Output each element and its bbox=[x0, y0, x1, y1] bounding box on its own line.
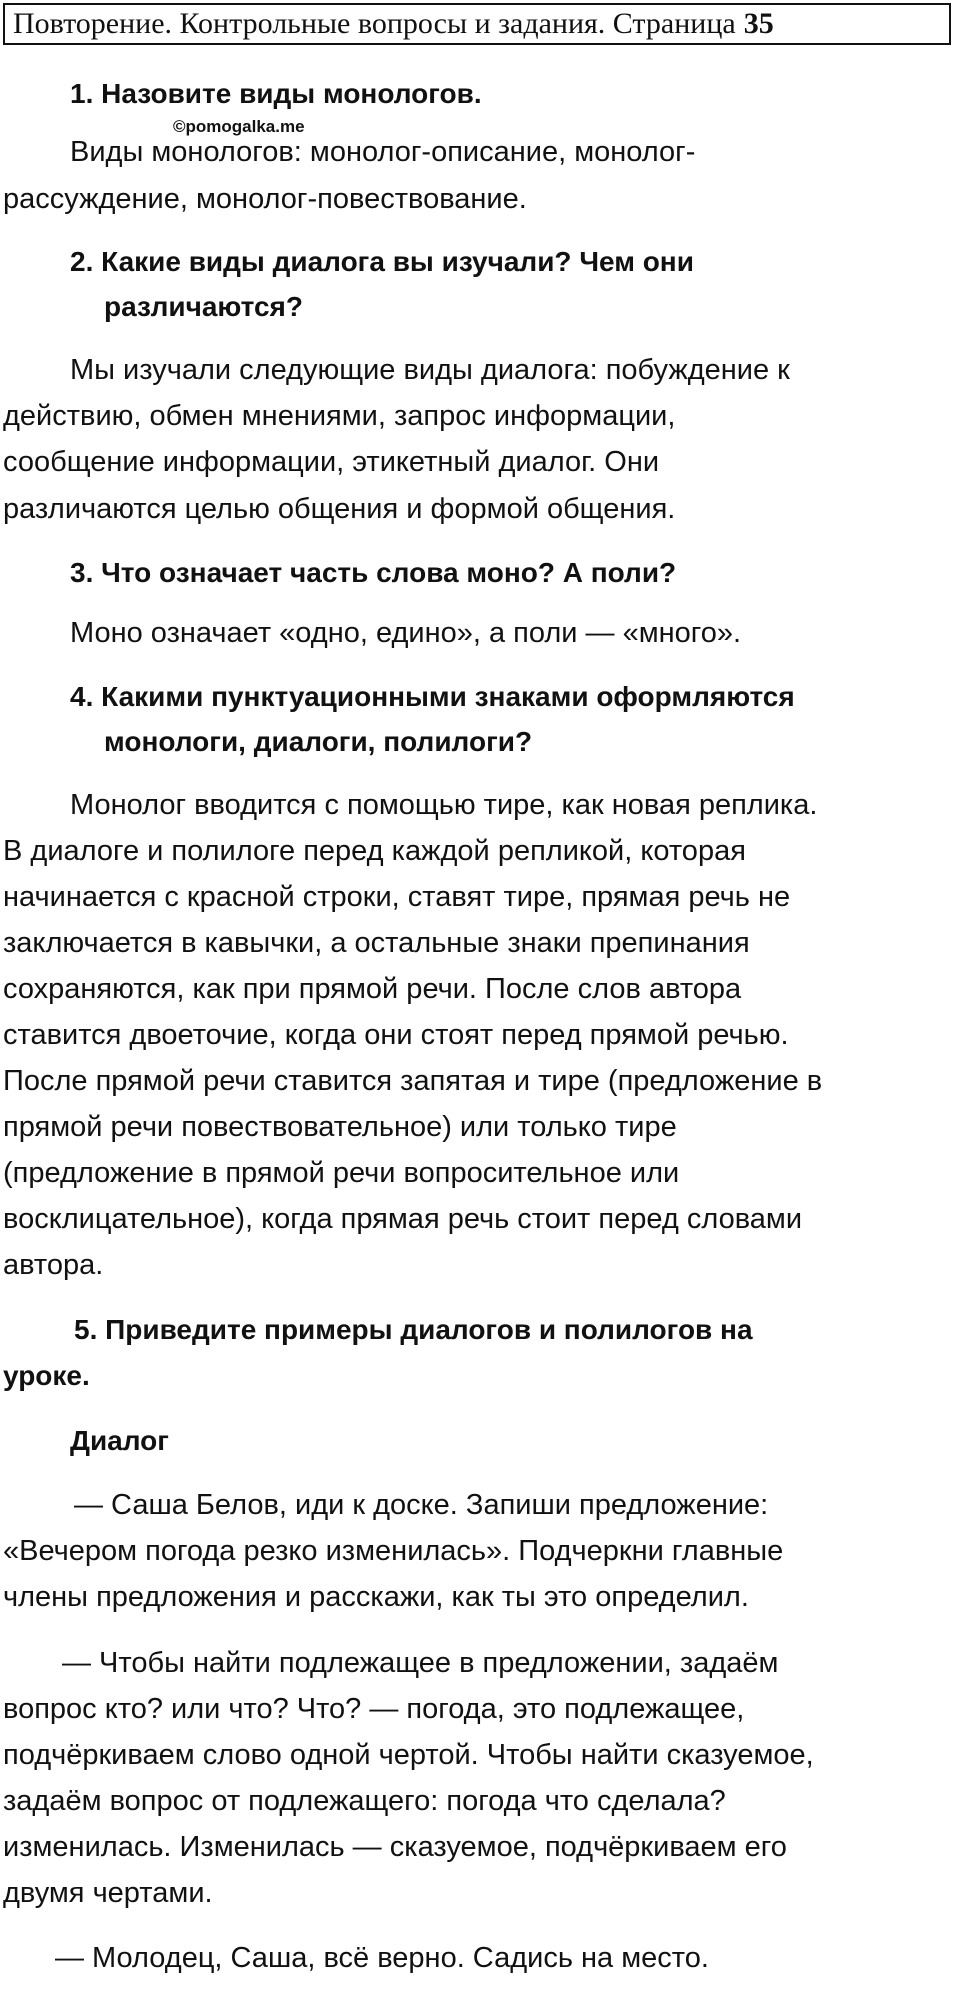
answer-4-line: прямой речи повествовательное) или только тире bbox=[3, 1111, 677, 1143]
dialog-line: — Саша Белов, иди к доске. Запиши предложение: bbox=[74, 1489, 769, 1521]
question-4-line: монологи, диалоги, полилоги? bbox=[104, 726, 533, 757]
question-5-line: уроке. bbox=[3, 1360, 90, 1391]
answer-1-line: Виды монологов: монолог-описание, монолог- bbox=[70, 136, 696, 168]
dialog-line: двумя чертами. bbox=[3, 1877, 213, 1909]
dialog-line: «Вечером погода резко изменилась». Подчеркни главные bbox=[3, 1535, 784, 1567]
answer-4-line: В диалоге и полилоге перед каждой репликой, которая bbox=[3, 835, 746, 867]
answer-1-line: рассуждение, монолог-повествование. bbox=[3, 183, 527, 215]
dialog-line: вопрос кто? или что? Что? — погода, это подлежащее, bbox=[3, 1693, 745, 1725]
question-1: 1. Назовите виды монологов. bbox=[70, 78, 482, 109]
answer-2-line: Мы изучали следующие виды диалога: побуждение к bbox=[70, 354, 790, 386]
dialog-line: задаём вопрос от подлежащего: погода что сделала? bbox=[3, 1785, 726, 1817]
answer-3: Моно означает «одно, едино», а поли — «много». bbox=[70, 617, 742, 649]
answer-4-line: начинается с красной строки, ставят тире, прямая речь не bbox=[3, 881, 791, 913]
answer-2-line: действию, обмен мнениями, запрос информации, bbox=[3, 400, 676, 432]
dialog-line: подчёркиваем слово одной чертой. Чтобы найти сказуемое, bbox=[3, 1739, 814, 1771]
answer-4-line: (предложение в прямой речи вопросительное или bbox=[3, 1157, 680, 1189]
dialog-line: — Молодец, Саша, всё верно. Садись на место. bbox=[55, 1942, 709, 1974]
answer-4-line: восклицательное), когда прямая речь стоит перед словами bbox=[3, 1203, 803, 1235]
page-number: 35 bbox=[743, 7, 774, 40]
answer-4-line: ставится двоеточие, когда они стоят перед прямой речью. bbox=[3, 1019, 789, 1051]
answer-2-line: различаются целью общения и формой общения. bbox=[3, 493, 676, 525]
answer-4-line: Монолог вводится с помощью тире, как новая реплика. bbox=[70, 789, 818, 821]
dialog-line: изменилась. Изменилась — сказуемое, подчёркиваем его bbox=[3, 1831, 787, 1863]
question-4-line: 4. Какими пунктуационными знаками оформляются bbox=[70, 681, 795, 712]
answer-4-line: сохраняются, как при прямой речи. После слов автора bbox=[3, 973, 742, 1005]
dialog-line: члены предложения и расскажи, как ты это определил. bbox=[3, 1581, 749, 1613]
answer-4-line: После прямой речи ставится запятая и тире (предложение в bbox=[3, 1065, 823, 1097]
question-3: 3. Что означает часть слова моно? А поли? bbox=[70, 557, 677, 588]
answer-4-line: автора. bbox=[3, 1249, 104, 1281]
question-2-line: 2. Какие виды диалога вы изучали? Чем они bbox=[70, 246, 694, 277]
question-5-line: 5. Приведите примеры диалогов и полилогов на bbox=[74, 1314, 753, 1345]
dialog-line: — Чтобы найти подлежащее в предложении, задаём bbox=[62, 1647, 779, 1679]
answer-2-line: сообщение информации, этикетный диалог. Они bbox=[3, 446, 660, 478]
page-header bbox=[3, 3, 951, 45]
header-title: Повторение. Контрольные вопросы и задания. Страница bbox=[13, 7, 736, 40]
watermark: ©pomogalka.me bbox=[173, 117, 305, 136]
dialog-heading: Диалог bbox=[70, 1425, 169, 1456]
question-2-line: различаются? bbox=[104, 291, 303, 322]
answer-4-line: заключается в кавычки, а остальные знаки препинания bbox=[3, 927, 750, 959]
